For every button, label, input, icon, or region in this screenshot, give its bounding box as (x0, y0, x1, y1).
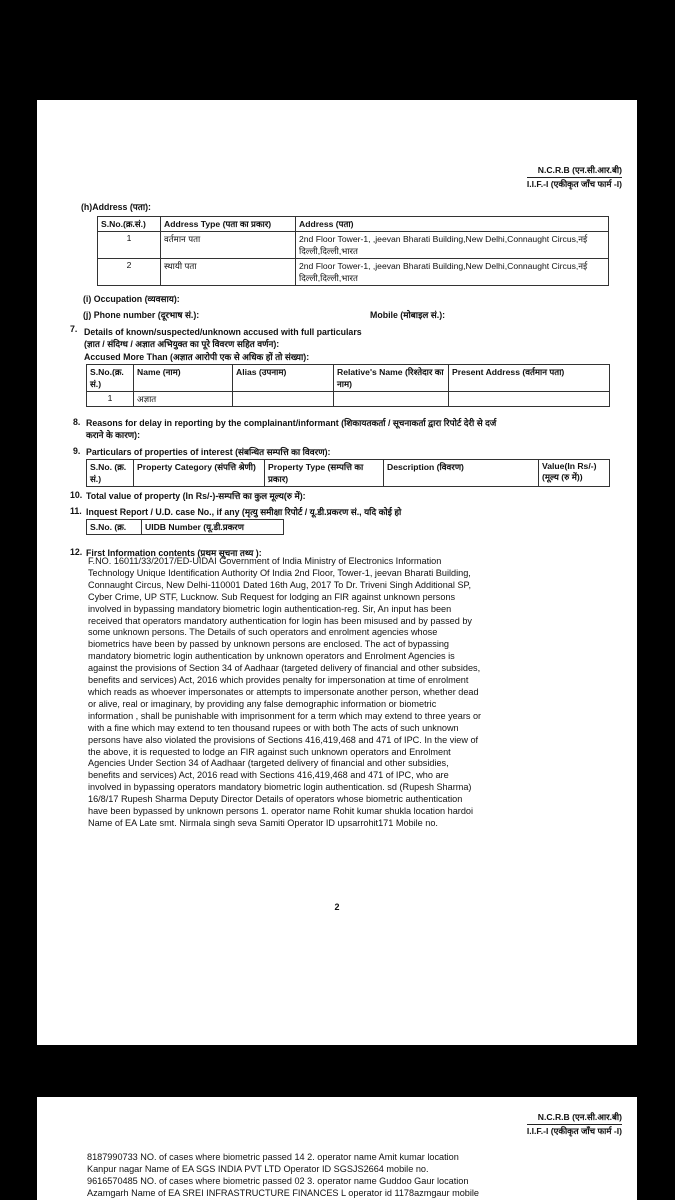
document-page-1 (37, 100, 637, 1045)
fir-line: Agencies Under Section 34 of Aadhaar (targeted delivery of financial and other subsidies, (88, 758, 449, 769)
accused-col-relative: Relative's Name (रिश्तेदार का नाम) (334, 365, 449, 392)
ncrb-label: N.C.R.B (एन.सी.आर.बी) (527, 164, 622, 178)
fir-line: biometrics have been by passed by unknown persons are enclosed. The act of bypassing (88, 639, 449, 650)
fir-line: 16/8/17 Rupesh Sharma Deputy Director Details of operators whose biometric authentication (88, 794, 463, 805)
fir-line: Cyber Crime, UP STF, Lucknow. Sub Request for lodging an FIR against unknown persons (88, 591, 456, 602)
iif-label: I.I.F.-I (एकीकृत जाँच फार्म -I) (526, 1126, 622, 1136)
accused-col-sno: S.No.(क्र. सं.) (87, 365, 134, 392)
accused-sno: 1 (87, 392, 134, 407)
property-table (86, 459, 610, 487)
fir-line: involved in bypassing mandatory biometric login authentication-reg. Sir, An input has been (88, 603, 452, 614)
table-row (98, 259, 609, 286)
accused-col-alias: Alias (उपनाम) (233, 365, 334, 392)
inquest-label: Inquest Report / U.D. case No., if any (मृत्यु समीक्षा रिपोर्ट / यू.डी.प्रकरण सं., यदि कोई हो (86, 507, 402, 517)
page-number: 2 (334, 902, 340, 912)
property-col-type: Property Type (सम्पत्ति का प्रकार) (265, 460, 384, 487)
fir-line: benefits and services) Act, 2016 which provides penalty for impersonation at time of enrolment (88, 675, 469, 686)
fir-line: information , shall be punishable with imprisonment for a term which may extend to three years or (88, 710, 482, 721)
section-10-number: 10. (70, 490, 83, 500)
accused-alias (233, 392, 334, 407)
inquest-table (86, 519, 284, 535)
fir-line: involved in bypassing operators mandatory biometric login authentication. sd (Rupesh Sharma) (88, 782, 472, 793)
address-type: स्थायी पता (161, 259, 296, 286)
fir-line: Kanpur nagar Name of EA SGS INDIA PVT LTD Operator ID SGSJS2664 mobile no. (87, 1163, 429, 1174)
table-row (87, 392, 610, 407)
fir-line: mandatory biometric login authentication by unknown operators and Enrolment Agencies is (88, 651, 455, 662)
section-7-number: 7. (70, 324, 78, 334)
document-page-2 (37, 1097, 637, 1200)
address-type: वर्तमान पता (161, 232, 296, 259)
fir-contents-continued (87, 1152, 479, 1200)
inquest-col-uidb: UIDB Number (यू.डी.प्रकरण (142, 520, 284, 535)
total-value-label: Total value of property (In Rs/-)-सम्पत्ति का कुल मूल्य(रु में): (86, 491, 306, 501)
section-8-number: 8. (73, 417, 81, 427)
fir-line: some unknown persons. The Details of such operators and enrolment agencies whose (88, 627, 438, 638)
fir-line: Connaught Circus, New Delhi-110001 Dated 16th Aug, 2017 To Dr. Triveni Singh Additional SP, (88, 579, 471, 590)
accused-relative (334, 392, 449, 407)
ncrb-label: N.C.R.B (एन.सी.आर.बी) (527, 1111, 622, 1125)
address-table (97, 216, 609, 286)
address-col-address: Address (पता) (296, 217, 609, 232)
accused-col-name: Name (नाम) (134, 365, 233, 392)
fir-line: which reads as whoever impersonates or attempts to impersonate another person, whether dead (88, 686, 479, 697)
property-col-description: Description (विवरण) (384, 460, 539, 487)
fir-line: received that operators mandatory authentication for login has been misused and by passed by (88, 615, 472, 626)
property-col-category: Property Category (संपत्ति श्रेणी) (134, 460, 265, 487)
inquest-col-sno: S.No. (क्र. (87, 520, 142, 535)
section-12-number: 12. (70, 547, 83, 557)
property-title: Particulars of properties of interest (संबन्धित सम्पत्ति का विवरण): (86, 447, 331, 457)
page-header (527, 164, 622, 190)
fir-contents (88, 556, 608, 830)
fir-line: 8187990733 NO. of cases where biometric passed 14 2. operator name Amit kumar location (87, 1152, 459, 1162)
address-sno: 1 (98, 232, 161, 259)
fir-line: benefits and services) Act, 2016 read with Sections 416,419,468 and 471 of IPC, who are (88, 770, 449, 781)
table-row (98, 232, 609, 259)
accused-name: अज्ञात (134, 392, 233, 407)
fir-line: Name of EA Late smt. Nirmala singh seva Samiti Operator ID upsarrohit171 Mobile no. (88, 817, 438, 828)
property-col-value: Value(In Rs/-) (मूल्य (रु में)) (539, 460, 610, 487)
fir-line: 9616570485 NO. of cases where biometric passed 02 3. operator name Guddoo Gaur location (87, 1175, 469, 1186)
occupation-label: (i) Occupation (व्यवसाय): (83, 294, 180, 304)
fir-line: or alive, real or imaginary, by providing any false demographic information or biometric (88, 698, 437, 709)
fir-line: against the provisions of Section 34 of Aadhaar (targeted delivery of financial and other subsides, (88, 663, 481, 674)
fir-line: F.NO. 16011/33/2017/ED-UIDAI Government of India Ministry of Electronics Information (88, 556, 442, 566)
property-col-sno: S.No. (क्र. सं.) (87, 460, 134, 487)
iif-label: I.I.F.-I (एकीकृत जाँच फार्म -I) (526, 179, 622, 189)
section-9-number: 9. (73, 446, 81, 456)
accused-col-address: Present Address (वर्तमान पता) (449, 365, 610, 392)
address-sno: 2 (98, 259, 161, 286)
fir-line: Azamgarh Name of EA SREI INFRASTRUCTURE FINANCES L operator id 1178azmgaur mobile (87, 1187, 480, 1198)
fir-line: Technology Unique Identification Authority Of India 2nd Floor, Tower-1, jeevan Bharati Building, (88, 567, 471, 578)
accused-address (449, 392, 610, 407)
fir-line: have been bypassed by unknown persons 1. operator name Rohit kumar shukla location hardoi (88, 806, 474, 817)
delay-reason-line1: Reasons for delay in reporting by the complainant/informant (शिकायतकर्ता / सूचनाकर्ता द्वारा रिपोर्ट देरी से दर्ज (86, 418, 497, 428)
accused-subtitle: (ज्ञात / संदिग्ध / अज्ञात अभियुक्त का पूरे विवरण सहित वर्णन): (84, 339, 280, 349)
accused-title: Details of known/suspected/unknown accused with full particulars (84, 327, 362, 337)
address-value: 2nd Floor Tower-1, ,jeevan Bharati Building,New Delhi,Connaught Circus,नई दिल्ली,दिल्ली,भारत (296, 259, 609, 286)
fir-line: persons have also violated the provisions of Sections 416,419,468 and 471 of IPC. In the view of (88, 734, 479, 745)
address-col-sno: S.No.(क्र.सं.) (98, 217, 161, 232)
fir-line: the above, it is requested to lodge an FIR against such unknown operators and Enrolment (88, 746, 451, 757)
fir-line: with a fine which may extend to ten thousand rupees or with both The acts of such unknown (88, 722, 459, 733)
fir-label: First Information contents (प्रथम सूचना तथ्य ): (86, 548, 262, 558)
address-label: (h)Address (पता): (81, 202, 151, 212)
delay-reason-line2: कराने के कारण): (86, 430, 141, 440)
section-11-number: 11. (70, 506, 82, 516)
accused-more-than: Accused More Than (अज्ञात आरोपी एक से अधिक हों तो संख्या): (84, 352, 310, 362)
phone-label: (j) Phone number (दूरभाष सं.): (83, 310, 200, 320)
address-value: 2nd Floor Tower-1, ,jeevan Bharati Building,New Delhi,Connaught Circus,नई दिल्ली,दिल्ली,भारत (296, 232, 609, 259)
page-header (527, 1111, 622, 1137)
accused-table (86, 364, 610, 407)
mobile-label: Mobile (मोबाइल सं.): (370, 310, 446, 320)
address-col-type: Address Type (पता का प्रकार) (161, 217, 296, 232)
